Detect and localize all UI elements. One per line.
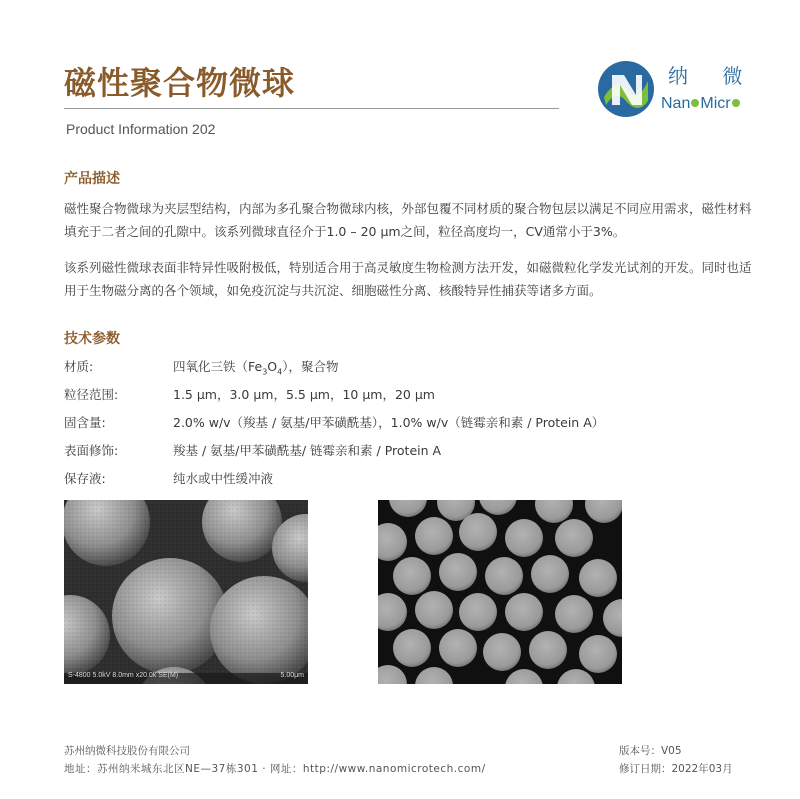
footer-revised-date: 修订日期：2022年03月: [619, 763, 733, 775]
sem-image-1-drawing: [64, 500, 308, 684]
footer-version: 版本号：V05: [619, 745, 682, 757]
spec-row-solids: [64, 413, 764, 441]
specs-heading: 技术参数: [64, 331, 120, 347]
footer-address: 地址：苏州纳米城东北区NE—37栋301 · 网址：http://www.nanomicrotech.com/: [64, 763, 486, 775]
spec-value: 纯水或中性缓冲液: [173, 471, 274, 486]
sem-caption-left: S-4800 5.0kV 8.0mm x20.0k SE(M): [68, 672, 179, 679]
description-paragraph-1: 磁性聚合物微球为夹层型结构，内部为多孔聚合物微球内核，外部包覆不同材质的聚合物包层以满足不同应用需求，磁性材料填充于二者之间的孔隙中。该系列微球直径介于1.0 – 20 μm之间，粒径高度均一，CV通常小于3%。: [64, 201, 752, 239]
sem-caption-scale: 5.00μm: [280, 672, 304, 679]
logo-en-part2: Micr: [700, 95, 731, 112]
spec-row-material: [64, 357, 764, 385]
spec-row-storage: [64, 469, 764, 497]
title-divider: [64, 108, 559, 109]
spec-value: 羧基 / 氨基/甲苯磺酰基/ 链霉亲和素 / Protein A: [173, 443, 442, 458]
spec-label: 材质:: [64, 359, 94, 374]
logo-dot-icon-2: [732, 99, 740, 107]
sem-image-large-microspheres: [64, 500, 308, 684]
spec-label: 保存液:: [64, 471, 106, 486]
logo-chinese-text: 纳 微: [668, 64, 757, 88]
page-subtitle: Product Information 202: [66, 121, 216, 137]
spec-row-size: [64, 385, 764, 413]
sem-image-2-drawing: [378, 500, 622, 684]
logo-dot-icon: [691, 99, 699, 107]
spec-value: 1.5 μm，3.0 μm，5.5 μm，10 μm，20 μm: [173, 387, 435, 402]
spec-label: 表面修饰:: [64, 443, 119, 458]
logo-en-part1: Nan: [661, 95, 691, 112]
page-title: 磁性聚合物微球: [64, 64, 296, 102]
description-heading: 产品描述: [64, 171, 120, 187]
logo-english-text: [661, 94, 741, 114]
sem-image-small-microspheres: [378, 500, 622, 684]
specs-table: [64, 357, 764, 497]
spec-row-surface: [64, 441, 764, 469]
description-paragraph-2: 该系列磁性微球表面非特异性吸附极低，特别适合用于高灵敏度生物检测方法开发，如磁微粒化学发光试剂的开发。同时也适用于生物磁分离的各个领域，如免疫沉淀与共沉淀、细胞磁性分离、核酸特异性捕获等诸多方面。: [64, 260, 752, 298]
spec-label: 固含量:: [64, 415, 106, 430]
spec-label: 粒径范围:: [64, 387, 119, 402]
spec-value: 四氧化三铁$(Fe_3O_4)$，聚合物: [173, 359, 339, 377]
footer-company: 苏州纳微科技股份有限公司: [64, 745, 190, 757]
spec-value: 2.0% w/v（羧基 / 氨基/甲苯磺酰基），1.0% w/v（链霉亲和素 / Protein A）: [173, 415, 605, 430]
